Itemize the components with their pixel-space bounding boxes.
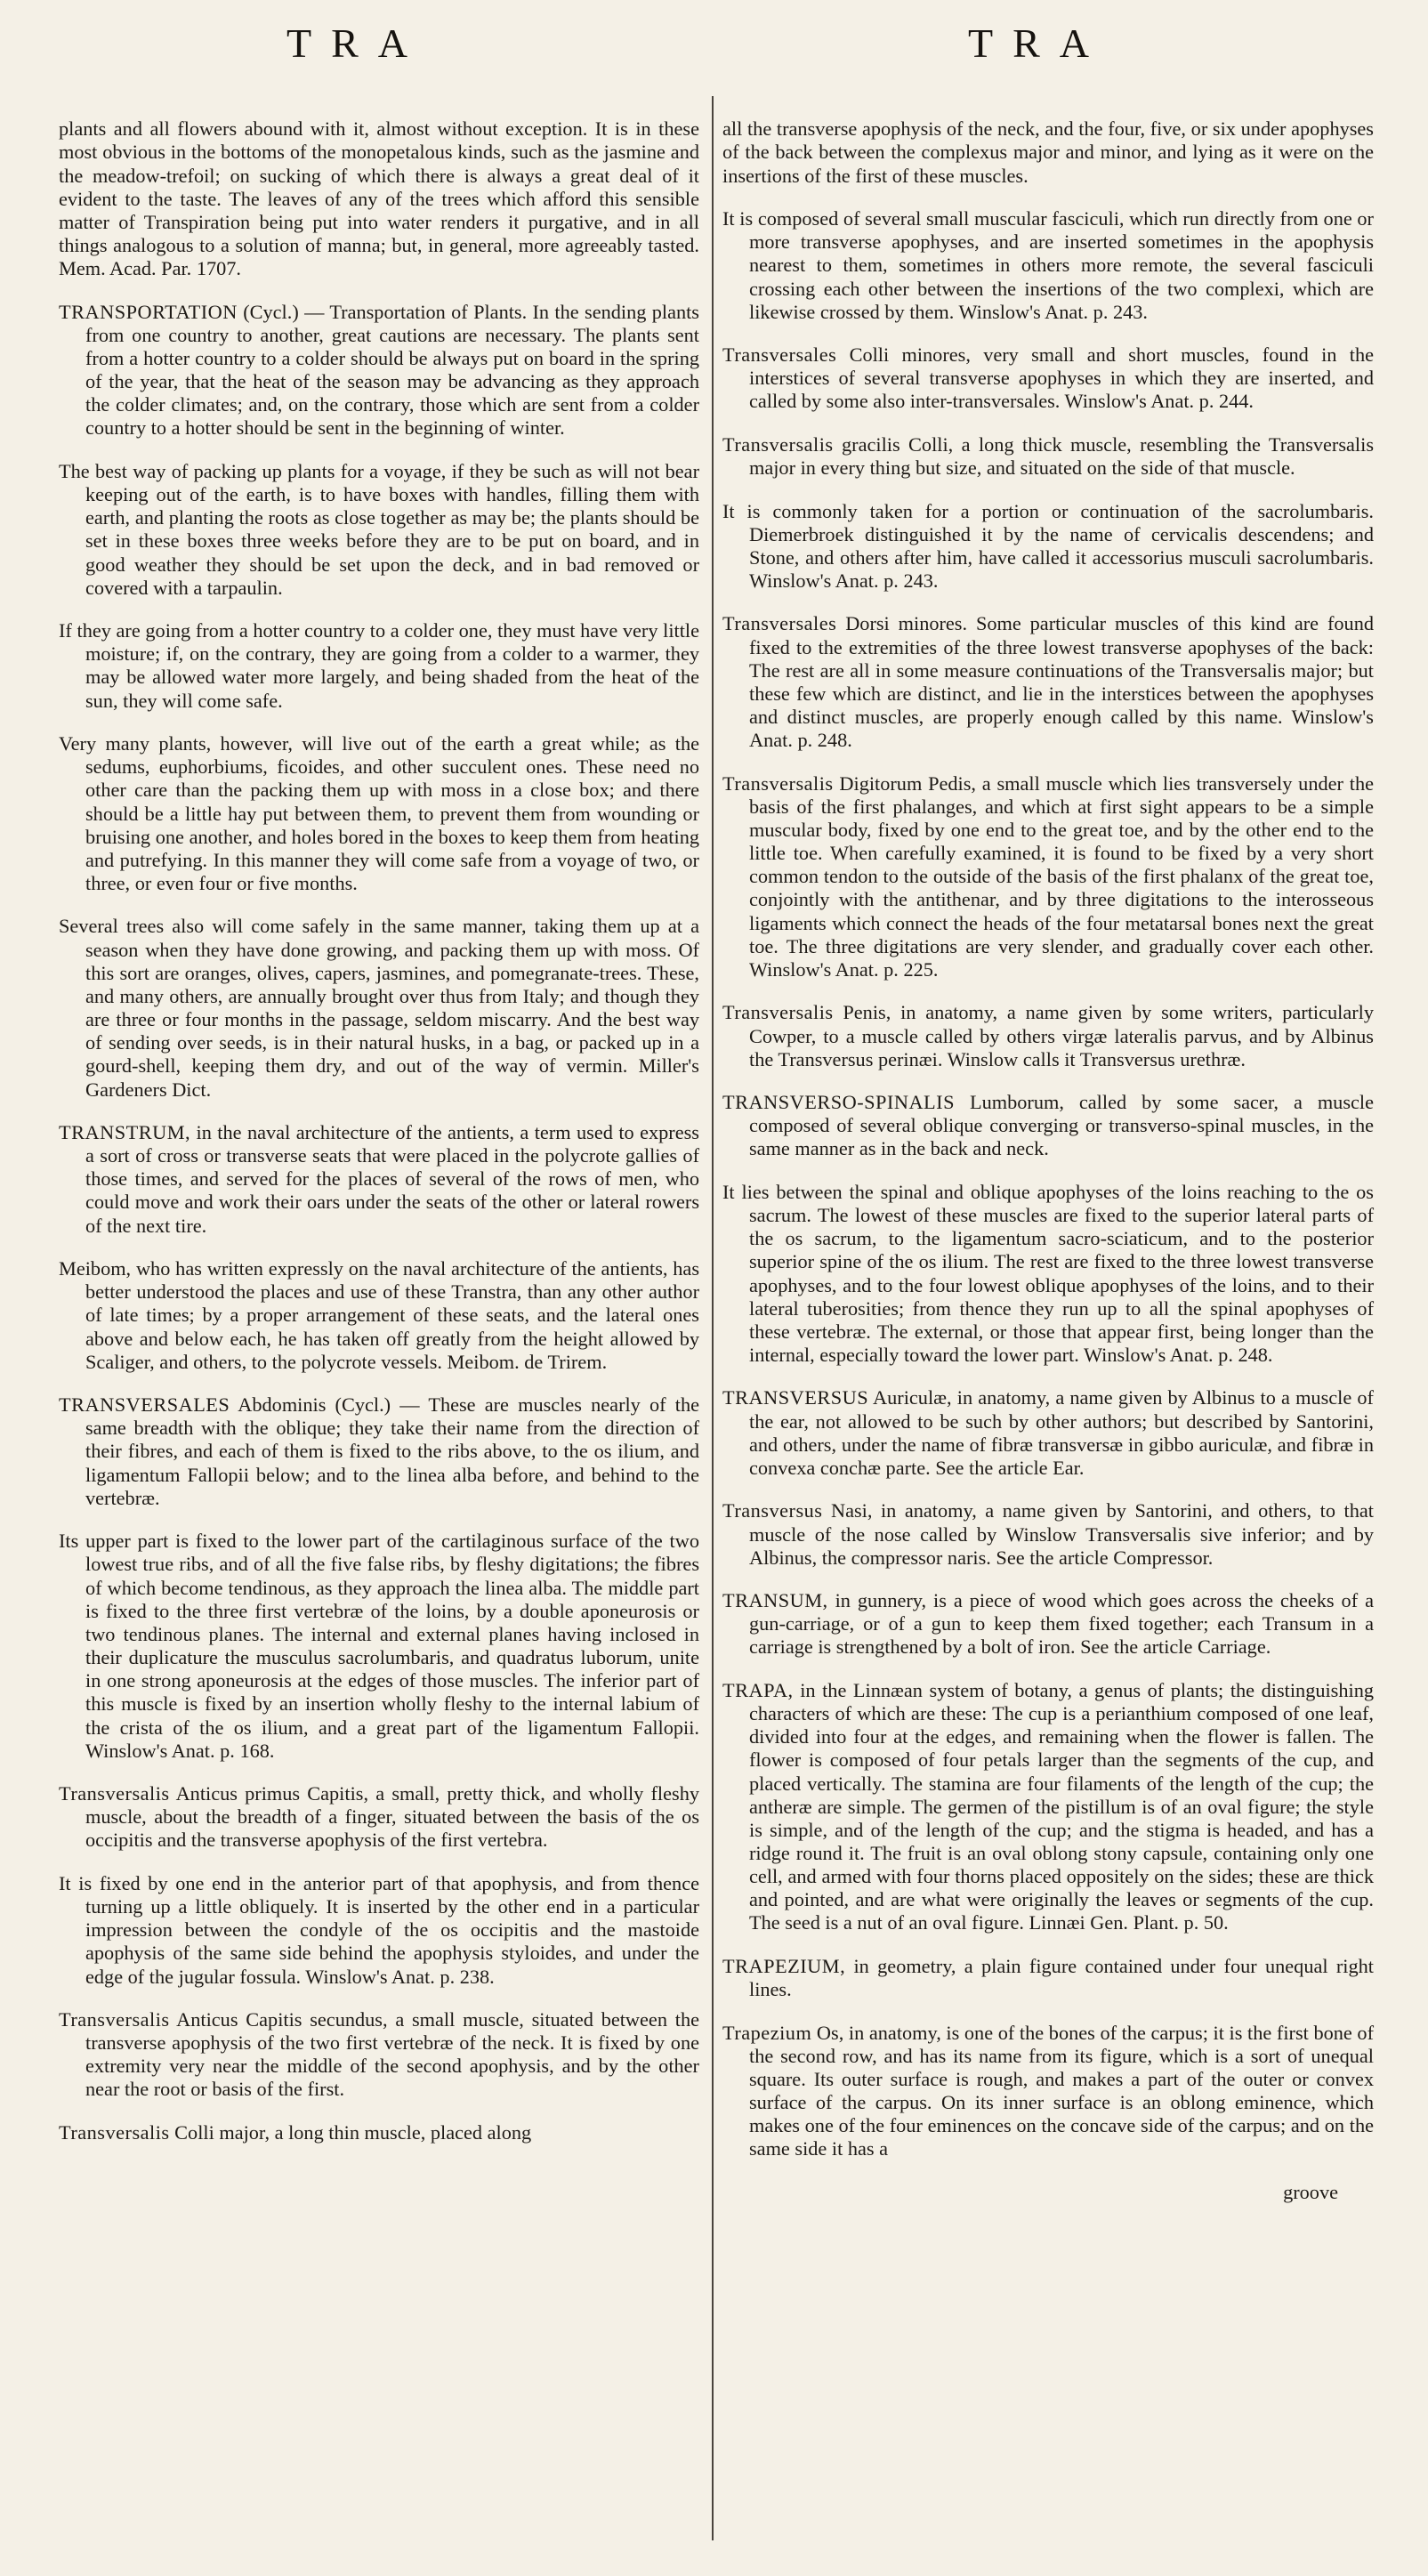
entry-headword: Transversalis xyxy=(59,1782,170,1805)
entry-text: gracilis Colli, a long thick muscle, resembling the Transversalis major in every thing but size, and situated on the side of that muscle. xyxy=(749,432,1374,480)
entry-text: Nasi, in anatomy, a name given by Santorini, and others, to that muscle of the nose called by Winslow Transversalis sive inferior; and by Albinus, the compressor naris. See the article Compressor. xyxy=(749,1499,1374,1569)
dictionary-entry xyxy=(59,2008,699,2102)
dictionary-entry xyxy=(722,433,1374,480)
entry-headword: TRANSVERSO-SPINALIS xyxy=(722,1091,955,1114)
dictionary-entry xyxy=(722,1001,1374,1070)
paragraph: It is fixed by one end in the anterior part of that apophysis, and from thence turning up a little obliquely. It is inserted by the other end in a particular impression between the condyle of the os occipitis and the mastoide apophysis of the same side behind the apophysis styloides, and under the edge of the jugular fossula. Winslow's Anat. p. 238. xyxy=(59,1871,699,1988)
entry-headword: Transversales xyxy=(722,343,837,367)
entry-text: in the naval architecture of the antients, a term used to express a sort of cross or transverse seats that were placed in the polycrote gallies of those times, and served for the places of several of the rows of men, who could move and work their oars under the seats of the other or lateral rowers of the next tire. xyxy=(85,1121,699,1237)
entry-headword: Trapezium xyxy=(722,2021,812,2044)
continued-paragraph: plants and all flowers abound with it, almost without exception. It is in these most obvious in the bottoms of the monopetalous kinds, such as the jasmine and the meadow-trefoil; on sucking of which there is always a great deal of it evident to the taste. The leaves of any of the trees which afford this sensible matter of Transpiration being put into water renders it purgative, and in all things analogous to a solution of manna; but, in general, more agreeably tasted. Mem. Acad. Par. 1707. xyxy=(59,117,699,280)
entry-text: in geometry, a plain figure contained under four unequal right lines. xyxy=(749,1954,1374,2001)
entry-text: Colli minores, very small and short muscles, found in the interstices of several transverse apophyses in which they are inserted, and called by some also inter-transversales. Winslow's Anat. p. 244. xyxy=(749,343,1374,413)
entry-text: Os, in anatomy, is one of the bones of the carpus; it is the first bone of the second row, and has its name from its figure, which is a sort of unequal square. Its outer surface is rough, and makes a part of the outer or convex surface of the carpus. On its inner surface is an oblong eminence, which makes one of the four eminences on the concave side of the carpus; and on the same side it has a xyxy=(749,2021,1374,2160)
column-rule xyxy=(712,96,714,2540)
entry-headword: Transversales xyxy=(722,612,837,635)
entry-headword: Transversalis xyxy=(59,2007,170,2031)
entry-headword: TRANSVERSALES xyxy=(59,1393,230,1417)
paragraph: It lies between the spinal and oblique apophyses of the loins reaching to the os sacrum. The lowest of these muscles are fixed to the superior lateral parts of the os sacrum, to the ligamentum sacro-sciaticum, and to the posterior superior spine of the os ilium. The rest are fixed to the three lowest transverse apophyses, and to the four lowest oblique apophyses of the loins, and to their lateral tuberosities; from thence they run up to all the spinal apophyses of these vertebræ. The external, or those that appear first, being longer than the internal, especially toward the lower part. Winslow's Anat. p. 248. xyxy=(722,1180,1374,1366)
dictionary-entry xyxy=(722,1499,1374,1569)
entry-headword: TRAPA, xyxy=(722,1678,794,1701)
dictionary-entry xyxy=(722,1679,1374,1935)
paragraph: If they are going from a hotter country to a colder one, they must have very little moisture; if, on the contrary, they are going from a colder to a warmer, they may be allowed water more largely, and being shaded from the heat of the sun, they will come safe. xyxy=(59,619,699,712)
entry-text: Colli major, a long thin muscle, placed along xyxy=(169,2120,532,2144)
dictionary-entry xyxy=(722,1955,1374,2001)
dictionary-entry xyxy=(722,1589,1374,1659)
dictionary-entry xyxy=(722,1091,1374,1160)
continued-paragraph: all the transverse apophysis of the neck, and the four, five, or six under apophyses of the back between the complexus major and minor, and lying as it were on the insertions of the first of these muscles. xyxy=(722,117,1374,187)
entry-text: in gunnery, is a piece of wood which goes across the cheeks of a gun-carriage, or of a gun to keep them fixed together; each Transum in a carriage is strengthened by a bolt of iron. See the article Carriage. xyxy=(749,1589,1374,1659)
dictionary-entry xyxy=(722,612,1374,752)
entry-headword: TRANSUM, xyxy=(722,1589,828,1612)
running-head-right: TRA xyxy=(968,20,1109,66)
dictionary-entry xyxy=(722,1386,1374,1480)
entry-headword: TRAPEZIUM, xyxy=(722,1954,846,1977)
dictionary-entry xyxy=(722,343,1374,413)
entry-text: Anticus Capitis secundus, a small muscle, situated between the transverse apophysis of the two first vertebræ of the neck. It is fixed by one extremity very near the middle of the second apophysis, and by the other near the root or basis of the first. xyxy=(85,2007,699,2101)
entry-headword: Transversalis xyxy=(722,771,834,795)
entry-text: Abdominis (Cycl.) — These are muscles nearly of the same breadth with the oblique; they take their name from the direction of their fibres, and each of them is fixed to the ribs above, to the os ilium, and ligamentum Fallopii below; and to the linea alba before, and behind to the vertebræ. xyxy=(85,1393,699,1509)
entry-text: Dorsi minores. Some particular muscles of this kind are found fixed to the extremities of the three lowest transverse apophyses of the back: The rest are all in some measure continuations of the Transversalis major; but these few which are distinct, and lie in the interstices between the apophyses and distinct muscles, are properly enough called by this name. Winslow's Anat. p. 248. xyxy=(749,612,1374,752)
paragraph: Very many plants, however, will live out of the earth a great while; as the sedums, euphorbiums, ficoides, and other succulent ones. These need no other care than the packing them up with moss in a close box; and there should be a little hay put between them, to prevent them from wounding or bruising one another, and holes bored in the boxes to keep them from heating and putrefying. In this manner they will come safe from a voyage of two, or three, or even four or five months. xyxy=(59,732,699,895)
dictionary-entry xyxy=(59,1782,699,1852)
dictionary-entry xyxy=(722,772,1374,981)
left-column xyxy=(59,98,699,2164)
right-column xyxy=(722,98,1374,2224)
paragraph: It is composed of several small muscular fasciculi, which run directly from one or more transverse apophyses, and are inserted sometimes in the apophysis nearest to them, sometimes in others more remote, the several fasciculi crossing each other between the insertions of the two complexi, which are likewise crossed by them. Winslow's Anat. p. 243. xyxy=(722,207,1374,323)
paragraph: It is commonly taken for a portion or continuation of the sacrolumbaris. Diemerbroek distinguished it by the name of cervicalis descendens; and Stone, and others after him, have called it accessorius musculi sacrolumbaris. Winslow's Anat. p. 243. xyxy=(722,499,1374,592)
dictionary-entry xyxy=(722,2022,1374,2161)
entry-headword: TRANSVERSUS xyxy=(722,1386,869,1409)
paragraph: Its upper part is fixed to the lower part of the cartilaginous surface of the two lowest true ribs, and of all the five false ribs, by fleshy digitations; the fibres of which become tendinous, as they approach the linea alba. The middle part is fixed to the three first vertebræ of the loins, by a double aponeurosis or two tendinous planes. The internal and external planes having inclosed in their duplicature the musculus sacrolumbaris, and quadratus luborum, unite in one strong aponeurosis at the edges of those muscles. The inferior part of this muscle is fixed by an insertion wholly fleshy to the internal labium of the crista of the os ilium, and a great part of the ligamentum Fallopii. Winslow's Anat. p. 168. xyxy=(59,1530,699,1762)
paragraph: Several trees also will come safely in the same manner, taking them up at a season when they have done growing, and packing them up with moss. Of this sort are oranges, olives, capers, jasmines, and pomegranate-trees. These, and many others, are annually brought over thus from Italy; and though they are three or four months in the passage, seldom miscarry. And the best way of sending over seeds, is in their natural husks, in a bag, or packed up in a gourd-shell, keeping them dry, and out of the way of vermin. Miller's Gardeners Dict. xyxy=(59,915,699,1101)
entry-text: Anticus primus Capitis, a small, pretty thick, and wholly fleshy muscle, about the breadth of a finger, situated between the basis of the os occipitis and the transverse apophysis of the first vertebra. xyxy=(85,1782,699,1852)
entry-headword: TRANSPORTATION xyxy=(59,300,238,323)
dictionary-entry xyxy=(59,1393,699,1510)
paragraph: The best way of packing up plants for a voyage, if they be such as will not bear keeping out of the earth, is to have boxes with handles, filling them with earth, and planting the roots as close together as may be; the plants should be set in these boxes three weeks before they are to be put on board, and in good weather they should be set upon the deck, and in bad removed or covered with a tarpaulin. xyxy=(59,459,699,599)
entry-headword: TRANSTRUM, xyxy=(59,1121,191,1144)
entry-headword: Transversalis xyxy=(722,432,834,456)
entry-headword: Transversalis xyxy=(722,1001,834,1024)
dictionary-entry xyxy=(59,1121,699,1238)
running-head-left: TRA xyxy=(286,20,427,66)
paragraph: Meibom, who has written expressly on the naval architecture of the antients, has better understood the places and use of these Transtra, than any other author of late times; by a proper arrangement of these seats, and the lateral ones above and below each, he has taken off greatly from the height allowed by Scaliger, and others, to the polycrote vessels. Meibom. de Trirem. xyxy=(59,1257,699,1373)
entry-text: Digitorum Pedis, a small muscle which lies transversely under the basis of the first phalanges, and which at first sight appears to be a simple muscular body, fixed by one end to the great toe, and by the other end to the little toe. When carefully examined, it is found to be fixed by a very short common tendon to the outside of the basis of the first phalanx of the great toe, conjointly with the antithenar, and by three digitations to the interosseous ligaments which connect the heads of the four metatarsal bones next the great toe. The three digitations are very slender, and gradually cover each other. Winslow's Anat. p. 225. xyxy=(749,771,1374,981)
dictionary-entry xyxy=(59,2121,699,2144)
catchword: groove xyxy=(1283,2180,1338,2203)
entry-text: in the Linnæan system of botany, a genus of plants; the distinguishing characters of which are these: The cup is a perianthium composed of one leaf, divided into four at the edges, and remaining when the flower is fallen. The flower is composed of four petals larger than the segments of the cup, and placed vertically. The stamina are four filaments of the length of the cup; the antheræ are simple. The germen of the pistillum is of an oval figure; the style is simple, and of the length of the cup; and the stigma is headed, and has a ridge round it. The fruit is an oval oblong stony capsule, containing only one cell, and armed with four thorns placed oppositely on the sides; these are thick and pointed, and are what were originally the leaves or segments of the cup. The seed is a nut of an oval figure. Linnæi Gen. Plant. p. 50. xyxy=(749,1678,1374,1934)
entry-text: Penis, in anatomy, a name given by some writers, particularly Cowper, to a muscle called by others virgæ lateralis parvus, and by Albinus the Transversus perinæi. Winslow calls it Transversus urethræ. xyxy=(749,1001,1374,1070)
entry-text: Lumborum, called by some sacer, a muscle composed of several oblique converging or transverso-spinal muscles, in the same manner as in the back and neck. xyxy=(749,1091,1374,1160)
entry-headword: Transversus xyxy=(722,1499,823,1522)
entry-headword: Transversalis xyxy=(59,2120,170,2144)
dictionary-entry xyxy=(59,301,699,440)
entry-text: (Cycl.) — Transportation of Plants. In the sending plants from one country to another, great cautions are necessary. The plants sent from a hotter country to a colder should be always put on board in the spring of the year, that the heat of the season may be advancing as they approach the colder climates; and, on the contrary, those which are sent from a colder country to a hotter should be sent in the beginning of winter. xyxy=(85,300,699,440)
entry-text: Auriculæ, in anatomy, a name given by Albinus to a muscle of the ear, not allowed to be such by other authors; but described by Santorini, and others, under the name of fibræ transversæ in gibbo auriculæ, and fibræ in convexa conchæ parte. See the article Ear. xyxy=(749,1386,1374,1479)
